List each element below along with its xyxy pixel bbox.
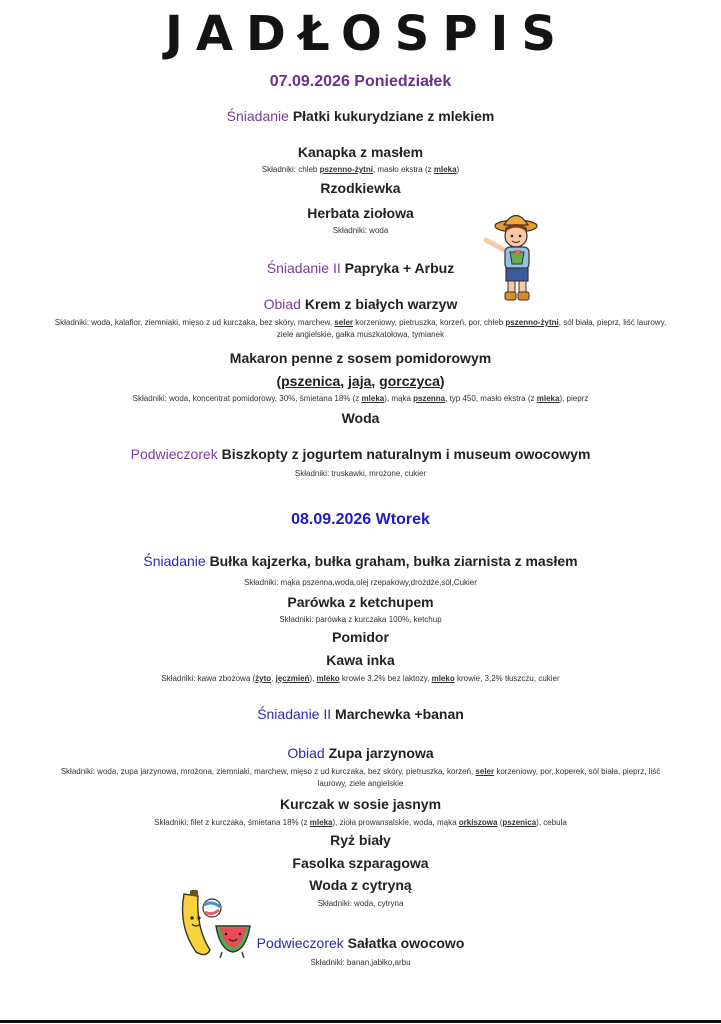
day1-pasta-allergens: (pszenica, jaja, gorczyca) <box>276 373 445 389</box>
day1-date: 07.09.2026 Poniedziałek <box>269 73 452 90</box>
day2-chicken-ingredients: Składniki: filet z kurczaka, śmietana 18% (z mleka), zioła prowansalskie, woda, mąka orkiszowa (pszenica), cebula <box>154 818 567 827</box>
meal-label: Śniadanie II <box>257 706 332 722</box>
day2-sausage-ingredients: Składniki: parówka z kurczaka 100%, ketchup <box>279 615 442 624</box>
day2-soup-ingredients: Składniki: woda, zupa jarzynowa, mrożona, ziemniaki, marchew, mięso z ud kurczaka, bez skóry, pietruszka, korzeń, seler korzeniowy, por, koperek, sól biała, pieprz, liść laurowy, ziele angielskie <box>60 767 661 788</box>
day1-tea: Herbata ziołowa <box>307 205 414 221</box>
meal-label: Śniadanie <box>143 553 206 569</box>
dish-name: Płatki kukurydziane z mlekiem <box>292 108 495 124</box>
dish-name: Zupa jarzynowa <box>328 745 434 761</box>
bottom-border <box>0 1020 721 1023</box>
dish-name: Krem z białych warzyw <box>304 296 458 312</box>
day1-breakfast2 <box>0 260 721 276</box>
banana-watermelon-illustration <box>176 888 254 960</box>
day2-rice: Ryż biały <box>330 832 391 848</box>
day2-snack-ingredients: Składniki: banan,jabłko,arbu <box>310 958 411 967</box>
day2-date: 08.09.2026 Wtorek <box>291 511 430 528</box>
day1-pasta: Makaron penne z sosem pomidorowym <box>229 350 492 366</box>
meal-label: Podwieczorek <box>130 446 218 462</box>
day1-sandwich-ingredients: Składniki: chleb pszenno-żytni, masło ekstra (z mleka) <box>261 165 460 174</box>
day2-lemon-water: Woda z cytryną <box>309 877 412 893</box>
day2-lemon-water-ingredients: Składniki: woda, cytryna <box>317 899 404 908</box>
day2-breakfast2 <box>0 706 721 722</box>
day2-tomato: Pomidor <box>332 629 389 645</box>
meal-label: Obiad <box>263 296 301 312</box>
meal-label: Obiad <box>287 745 325 761</box>
day2-chicken: Kurczak w sosie jasnym <box>279 796 442 812</box>
day2-sausage: Parówka z ketchupem <box>287 594 434 610</box>
dish-name: Papryka + Arbuz <box>344 260 455 276</box>
day1-snack-ingredients: Składniki: truskawki, mrożone, cukier <box>294 469 427 478</box>
farmer-kid-illustration <box>476 206 540 304</box>
day1-sandwich: Kanapka z masłem <box>297 144 424 160</box>
day1-soup-ingredients: Składniki: woda, kalafior, ziemniaki, mięso z ud kurczaka, bez skóry, marchew, seler korzeniowy, pietruszka, korzeń, por, chleb pszenno-żytni, sól biała, pieprz, liść laurowy, ziele angielskie, gałka muszkatołowa, tymianek <box>54 318 667 339</box>
day2-coffee-ingredients: Składniki: kawa zbożowa (żyto, jęczmień), mleko krowie 3,2% bez laktozy, mleko krowie, 3,2% tłuszczu, cukier <box>161 674 560 683</box>
day2-lunch <box>0 745 721 761</box>
day1-pasta-ingredients: Składniki: woda, koncentrat pomidorowy, 30%, śmietana 18% (z mleka), mąka pszenna, typ 450, masło ekstra (z mleka), pieprz <box>132 394 589 403</box>
dish-name: Sałatka owocowo <box>347 935 465 951</box>
meal-label: Podwieczorek <box>256 935 344 951</box>
day1-radish: Rzodkiewka <box>320 180 401 196</box>
day2-bread-ingredients: Składniki: mąka pszenna,woda,olej rzepakowy,drożdże,sól,Cukier <box>244 578 477 587</box>
day2-beans: Fasolka szparagowa <box>292 855 429 871</box>
day1-tea-ingredients: Składniki: woda <box>332 226 389 235</box>
dish-name: Marchewka +banan <box>335 706 464 722</box>
day2-coffee: Kawa inka <box>326 652 395 668</box>
day1-snack <box>0 446 721 462</box>
day2-breakfast <box>0 553 721 569</box>
day1-breakfast <box>0 108 721 124</box>
meal-label: Śniadanie <box>226 108 289 124</box>
meal-label: Śniadanie II <box>266 260 341 276</box>
day1-lunch <box>0 296 721 312</box>
dish-name: Bułka kajzerka, bułka graham, bułka ziarnista z masłem <box>209 553 578 569</box>
dish-name: Biszkopty z jogurtem naturalnym i museum owocowym <box>221 446 591 462</box>
day1-water: Woda <box>341 410 380 426</box>
day2-snack <box>0 935 721 951</box>
page-title: JADŁOSPIS <box>165 6 569 62</box>
